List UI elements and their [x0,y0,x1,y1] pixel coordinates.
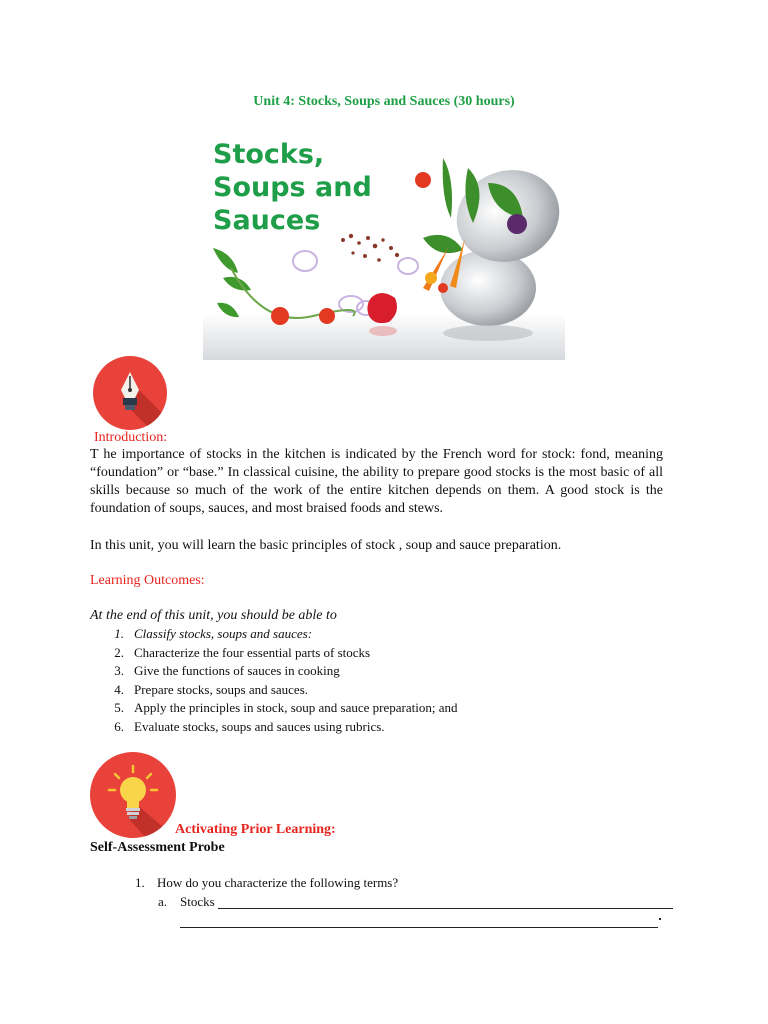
list-item-text: Apply the principles in stock, soup and sauce preparation; and [134,700,458,716]
list-item-number: 4. [114,681,124,697]
list-item [110,625,650,644]
sub-question-letter: a. [158,894,168,909]
answer-line-1[interactable] [218,908,673,909]
list-item-text: Evaluate stocks, soups and sauces using rubrics. [134,718,385,734]
answer-line-2[interactable] [180,927,658,928]
list-item [110,718,650,737]
list-item [110,699,650,718]
self-assessment-title: Self-Assessment Probe [90,840,225,855]
list-item-number: 2. [114,644,124,660]
list-item-text: Prepare stocks, soups and sauces. [134,681,309,697]
activating-heading: Activating Prior Learning: [175,822,336,837]
list-item-number: 1. [114,626,124,641]
list-item-text: Give the functions of sauces in cooking [134,663,340,679]
light-bulb-icon [90,752,176,838]
list-item-text: Classify stocks, soups and sauces: [134,626,313,641]
introduction-paragraph: T he importance of stocks in the kitchen is indicated by the French word for stock: fond, meaning “foundation” or “base.” In classical cuisine, the ability to prepare good stocks is the most basic of all skills because so much of the work of the entire kitchen depends on them. A good stock is the foundation of soups, sauces, and most braised foods and stews. [90,447,663,516]
sub-question [158,894,215,910]
fountain-pen-icon [93,356,167,430]
question-number: 1. [135,875,145,890]
unit-note: In this unit, you will learn the basic principles of stock , soup and sauce preparation. [90,538,562,553]
question-text: How do you characterize the following terms? [157,875,399,890]
list-item [110,644,650,663]
sub-question-term: Stocks [180,894,215,909]
introduction-heading: Introduction: [94,430,168,445]
list-item-number: 5. [114,700,124,716]
unit-title: Unit 4: Stocks, Soups and Sauces (30 hours) [253,94,515,109]
question-item [135,875,398,891]
outcomes-list [110,625,650,737]
list-item-number: 6. [114,718,124,734]
list-item-number: 3. [114,663,124,679]
outcomes-lead: At the end of this unit, you should be able to [90,608,337,623]
banner-text-line1: Stocks, [213,139,325,170]
list-item [110,662,650,681]
stocks-soups-sauces-banner [203,128,565,360]
banner-text-line3: Sauces [213,205,321,236]
banner-text-line2: Soups and [213,172,372,203]
list-item-text: Characterize the four essential parts of stocks [134,644,371,660]
answer-line-end-dot [659,918,661,920]
list-item [110,681,650,700]
learning-outcomes-heading: Learning Outcomes: [90,573,205,588]
